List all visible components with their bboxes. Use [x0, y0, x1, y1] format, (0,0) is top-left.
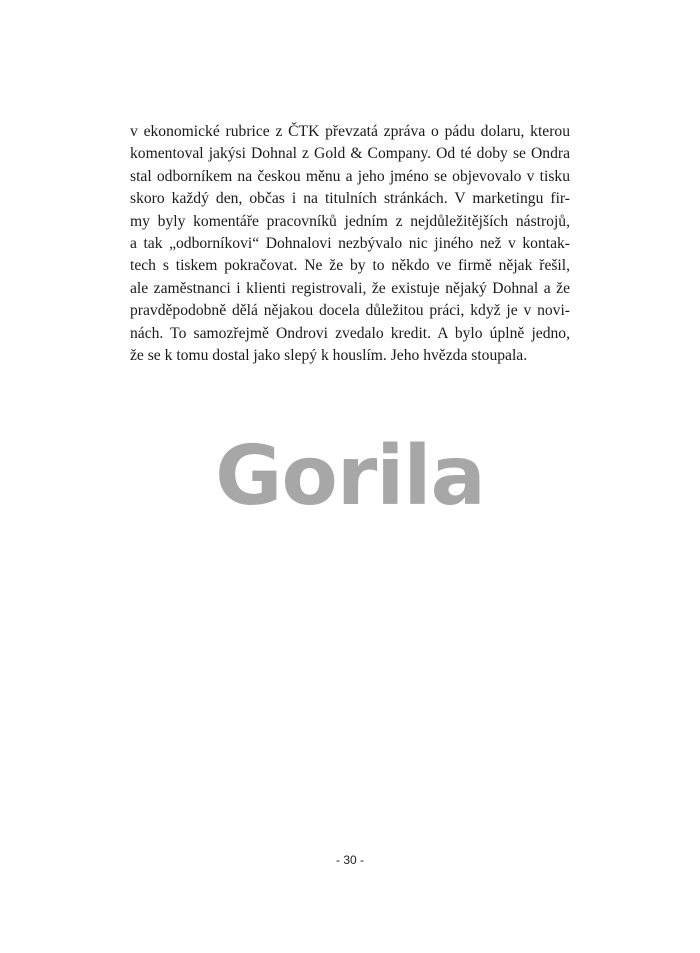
- paragraph-line: nách. To samozřejmě Ondrovi zvedalo kredit. A bylo úplně jedno,: [130, 324, 570, 342]
- paragraph-line: v ekonomické rubrice z ČTK převzatá zpráva o pádu dolaru, kterou: [130, 123, 570, 140]
- paragraph-line: komentoval jakýsi Dohnal z Gold & Company. Od té doby se Ondra: [130, 145, 570, 163]
- paragraph-line: a tak „odborníkovi“ Dohnalovi nezbývalo nic jiného než v kontak-: [130, 234, 570, 252]
- gorila-watermark-logo: Gorila: [215, 429, 485, 524]
- body-paragraph: [130, 121, 570, 367]
- paragraph-line: ale zaměstnanci i klienti registrovali, že existuje nějaký Dohnal a že: [130, 279, 570, 297]
- paragraph-line: tech s tiskem pokračovat. Ne že by to někdo ve firmě nějak řešil,: [130, 257, 570, 275]
- paragraph-line: stal odborníkem na českou měnu a jeho jméno se objevovalo v tisku: [130, 167, 570, 185]
- paragraph-line: pravděpodobně dělá nějakou docela důležitou práci, když je v novi-: [130, 302, 570, 320]
- paragraph-line: my byly komentáře pracovníků jedním z nejdůležitějších nástrojů,: [130, 212, 570, 230]
- paragraph-line: skoro každý den, občas i na titulních stránkách. V marketingu fir-: [130, 190, 570, 208]
- paragraph-line-last: že se k tomu dostal jako slepý k houslím. Jeho hvězda stoupala.: [130, 346, 528, 364]
- page-number: - 30 -: [335, 853, 364, 867]
